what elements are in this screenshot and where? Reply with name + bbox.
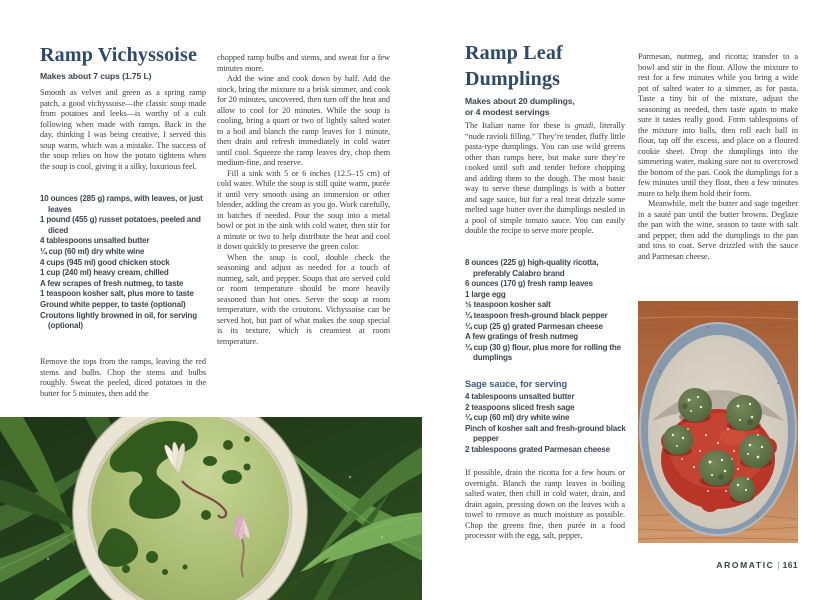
footer-section-label: AROMATIC (716, 560, 775, 570)
ingredient-item: A few gratings of fresh nutmeg (465, 332, 578, 342)
recipe-yield (465, 96, 635, 118)
ingredient-item: 4 tablespoons unsalted butter (465, 392, 575, 401)
recipe-yield-line1: Makes about 20 dumplings, (465, 96, 575, 106)
footer-page-number: 161 (782, 560, 798, 570)
page-footer (638, 560, 798, 570)
ingredient-item: Croutons lightly browned in oil, for serving (optional) (40, 310, 197, 331)
method-paragraph-start: If possible, drain the ricotta for a few hours or overnight. Blanch the ramp leaves in boiling salted water, then chill in cold water, drain, and drain again, pressing down on the leaves with a towel to remove as much moisture as possible. Chop the greens fine, then purée in a food processor with the egg, salt, pepper, (465, 468, 625, 540)
ingredient-item: ½ teaspoon kosher salt (465, 300, 551, 310)
ingredient-item: ¼ teaspoon fresh-ground black pepper (465, 310, 608, 320)
ingredients-list (40, 194, 208, 352)
ingredient-item: Pinch of kosher salt and fresh-ground black pepper (465, 423, 626, 444)
ingredient-item: Ground white pepper, to taste (optional) (40, 299, 186, 309)
intro-italic-gnudi: gnudi (574, 121, 594, 130)
ingredient-item: 1 pound (455 g) russet potatoes, peeled and diced (40, 215, 201, 235)
vichyssoise-photo-art (0, 417, 422, 600)
recipe-title-vichyssoise: Ramp Vichyssoise (40, 44, 198, 66)
recipe-intro (465, 121, 625, 247)
method-column-2: Parmesan, nutmeg, and ricotta; transfer to a bowl and stir in the flour. Allow the mixture to rest for a few minutes while you bring a wide pot of salted water to a simmer, as for pasta. Taste a tiny bit of the mixture, adjust the seasoning as needed, then taste again to make sure it tastes really good. Form tablespoons of the mixture into balls, then roll each ball in flour, tap off the excess, and place on a floured cookie sheet. Drop the dumplings into the simmering water, making sure not to overcrowd the bottom of the pan. Cook the dumplings for a few minutes until they float, then a few minutes more to help them hold their form. Meanwhile, melt the butter and sage together in a sauté pan until the butter browns. Deglaze the pan with the wine, season to taste with salt and pepper, then add the dumplings to the pan and toss to coat. Serve drizzled with the sauce and Parmesan cheese. (638, 52, 798, 261)
ingredient-item: 8 ounces (225 g) high-quality ricotta, preferably Calabro brand (465, 258, 599, 278)
ingredient-item: 2 teaspoons sliced fresh sage (465, 402, 575, 412)
ingredients-list (465, 258, 627, 370)
ingredient-item: 1 large egg (465, 289, 506, 299)
sage-ingredients-list (465, 392, 627, 460)
dumplings-photo (638, 301, 798, 543)
recipe-yield-line2: or 4 modest servings (465, 107, 550, 117)
intro-text: , literally “nude ravioli filling.” They’re tender, fluffy little pasta-type dumplings. You can use wild greens other than ramps here, but make sure they’re cooked until soft and tender before chopping and adding them to the dough. The most basic way to serve these dumplings is with a butter and sage sauce, but for a real treat drizzle some melted sage butter over the dumplings nestled in a pool of simple tomato sauce. You can easily double the recipe to serve more people. (465, 121, 625, 235)
ingredient-item: ¼ cup (60 ml) dry white wine (465, 413, 570, 423)
ingredient-item: 1 teaspoon kosher salt, plus more to taste (40, 289, 194, 299)
intro-text: The Italian name for these is (465, 121, 575, 130)
ingredient-item: ¼ cup (60 ml) dry white wine (40, 246, 145, 256)
ingredient-item: ¼ cup (25 g) grated Parmesan cheese (465, 321, 603, 331)
ingredient-item: 2 tablespoons grated Parmesan cheese (465, 444, 610, 454)
ingredient-item: 4 tablespoons unsalted butter (40, 236, 150, 246)
ingredient-item: 1 cup (240 ml) heavy cream, chilled (40, 268, 169, 278)
method-paragraph-start: Remove the tops from the ramps, leaving the red stems and bulbs. Chop the stems and bulbs roughly. Sweat the peeled, diced potatoes in the butter for 5 minutes, then add the (40, 357, 206, 398)
ingredient-item: 10 ounces (285 g) ramps, with leaves, or just leaves (40, 194, 203, 214)
ingredient-item: 4 cups (945 ml) good chicken stock (40, 257, 170, 267)
ingredient-item: 6 ounces (170 g) fresh ramp leaves (465, 279, 593, 289)
recipe-title-dumplings: Ramp Leaf Dumplings (465, 42, 563, 90)
footer-divider: | (777, 560, 780, 570)
ingredient-item: A few scrapes of fresh nutmeg, to taste (40, 278, 184, 288)
method-column-2: chopped ramp bulbs and stems, and sweat for a few minutes more. Add the wine and cook down by half. Add the stock, bring the mixture to a brisk simmer, and cook for 20 minutes, uncovered, then turn off the heat and allow to cool for 20 minutes. While the soup is cooling, bring a quart or two of lightly salted water to a boil and blanch the ramp leaves for 1 minute, then drain and refresh immediately in cold water until cool. Squeeze the ramp leaves dry, chop them medium-fine, and reserve. Fill a sink with 5 or 6 inches (12.5–15 cm) of cold water. While the soup is still quite warm, purée it until very smooth using an immersion or other blender, adding the cream as you go. Work carefully, in batches if needed. Pour the soup into a metal bowl or pot in the sink with cold water, then stir for a minute or two to help distribute the heat and cool it down quickly to preserve the green color. When the soup is cool, double check the seasoning and adjust as needed for a touch of nutmeg, salt, and pepper. Soups that are served cold or room temperature should be more heavily seasoned than hot ones. Serve the soup at room temperature, with the croutons. Vichyssoise can be served hot, but part of what makes the soup special is its texture, which is creamiest at room temperature. (217, 53, 390, 346)
dumplings-photo-art (638, 301, 798, 543)
ingredient-item: ¼ cup (30 g) flour, plus more for rolling the dumplings (465, 342, 621, 363)
sage-sauce-heading: Sage sauce, for serving (465, 379, 568, 389)
recipe-yield: Makes about 7 cups (1.75 L) (40, 71, 152, 81)
vichyssoise-photo (0, 417, 422, 600)
recipe-intro: Smooth as velvet and green as a spring ramp patch, a good vichyssoise—the classic soup made from potatoes and leeks—is worthy of a cult following when made with ramps. Back in the day, thinking I was being creative, I served this soup warm, which was a mistake. The success of the soup relies on how the potato tightens when the soup is cool, giving it a silky, luxurious feel. (40, 88, 206, 171)
page-right (422, 0, 840, 600)
